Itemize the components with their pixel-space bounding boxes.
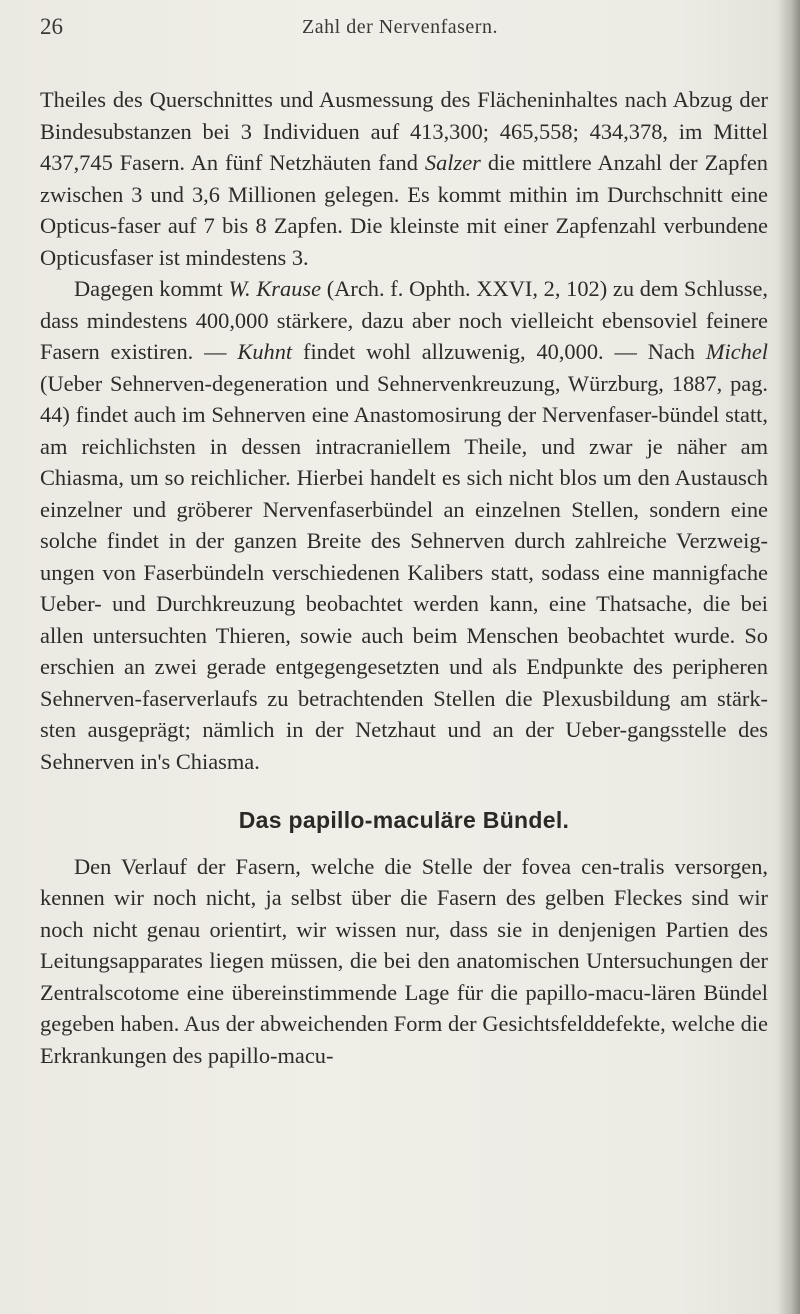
paragraph-text: Den Verlauf der Fasern, welche die Stelle der fovea cen-tralis versorgen, kennen wir noch nicht, ja selbst über die Fasern des gelben Fleckes sind wir noch nicht genau orientirt, wir wissen nur, dass sie in denjenigen Partien des Leitungsapparates liegen müssen, die bei den anatomischen Untersuchungen der Zentralscotome eine übereinstimmende Lage für die papillo-macu-lären Bündel gegeben haben. Aus der abweichenden Form der Gesichtsfelddefekte, welche die Erkrankungen des papillo-macu-: [40, 853, 768, 1068]
author-name: Salzer: [424, 150, 481, 175]
section-heading: Das papillo-maculäre Bündel.: [238, 807, 570, 833]
paragraph: [40, 851, 768, 1072]
paragraph-text: (Ueber Sehnerven-degeneration und Sehnervenkreuzung, Würzburg, 1887, pag. 44) findet auch im Sehnerven eine Anastomosirung der Nervenfaser-bündel statt, am reichlichsten in dessen intracraniellem Theile, und zwar je näher am Chiasma, um so reichlicher. Hierbei handelt es sich nicht blos um den Austausch einzelner und gröberer Nervenfaserbündel an einzelnen Stellen, sondern eine solche findet in der ganzen Breite des Sehnerven durch zahlreiche Verzweig-ungen von Faserbündeln verschiedenen Kalibers statt, sodass eine mannigfache Ueber- und Durchkreuzung beobachtet werden kann, eine Thatsache, die bei allen untersuchten Thieren, sowie auch beim Menschen beobachtet wurde. So erschien an zwei gerade entgegengesetzten und als Endpunkte des peripheren Sehnerven-faserverlaufs zu betrachtenden Stellen die Plexusbildung am stärk-sten ausgeprägt; nämlich in der Netzhaut und an der Ueber-gangsstelle des Sehnerven in's Chiasma.: [40, 370, 768, 774]
paragraph-text: die mittlere Anzahl der Zapfen zwischen 3 und 3,6 Millionen gelegen. Es kommt mithin im Durchschnitt eine Opticus-faser auf 7 bis 8 Zapfen. Die kleinste mit einer Zapfenzahl verbundene Opticusfaser ist mindestens 3.: [40, 150, 768, 270]
paragraph: [40, 84, 768, 273]
page-edge-shadow: [778, 0, 800, 1314]
running-head: Zahl der Nervenfasern.: [302, 16, 498, 38]
paragraph: [40, 273, 768, 777]
paragraph-text: Theiles des Querschnittes und Ausmessung des Flächeninhaltes nach Abzug der Bindesubstanzen bei 3 Individuen auf 413,300; 465,558; 434,378, im Mittel 437,745 Fasern. An fünf Netzhäuten fand: [40, 87, 768, 175]
author-name: Michel: [705, 339, 769, 364]
paragraph-text: Dagegen kommt: [74, 276, 229, 301]
author-name: Kuhnt: [237, 339, 293, 364]
author-name: W. Krause: [228, 276, 322, 301]
paragraph-text: findet wohl allzuwenig, 40,000. — Nach: [292, 339, 706, 364]
page-header: [40, 14, 760, 54]
page-number: 26: [40, 14, 63, 39]
body-text: [40, 84, 768, 1071]
paragraph-text: (Arch. f. Ophth. XXVI, 2, 102) zu dem Schlusse, dass mindestens 400,000 stärkere, dazu aber noch vielleicht ebensoviel feinere Fasern existiren. —: [40, 276, 768, 364]
